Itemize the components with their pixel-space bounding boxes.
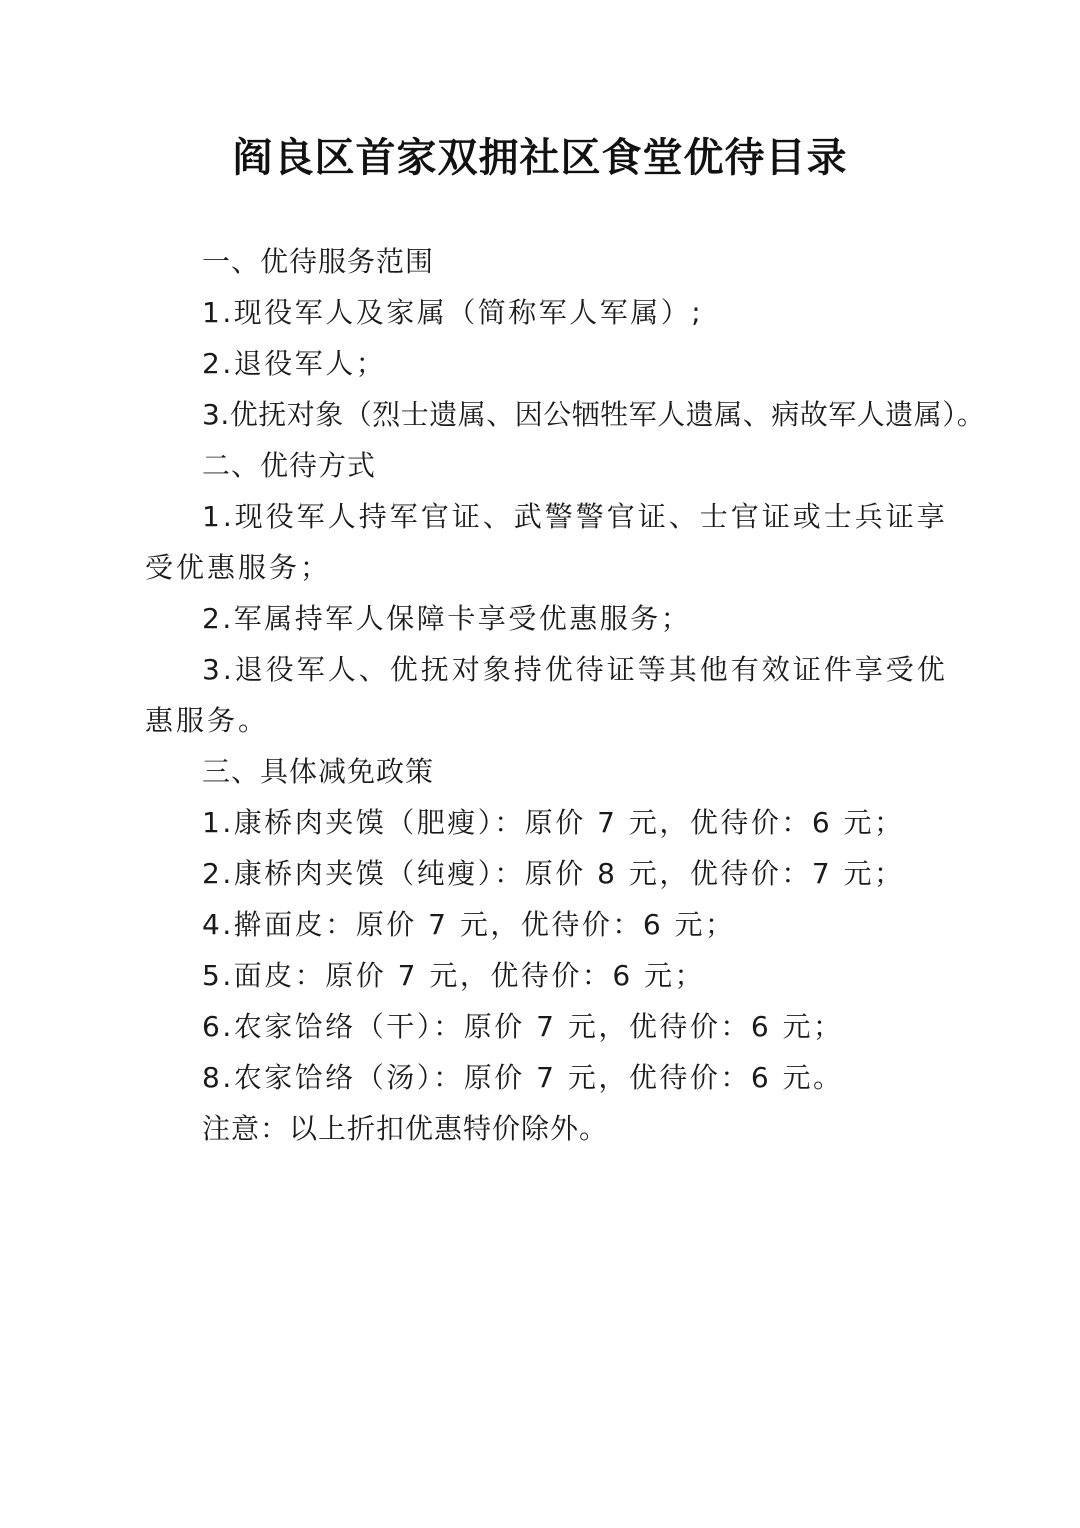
method-item-2: 2.军属持军人保障卡享受优惠服务；	[202, 602, 692, 635]
policy-item-5: 6.农家饸络（干）：原价 7 元，优待价：6 元；	[202, 1010, 844, 1043]
policy-item-6: 8.农家饸络（汤）：原价 7 元，优待价：6 元。	[202, 1061, 844, 1094]
scope-item-2: 2.退役军人；	[202, 347, 387, 380]
policy-item-3: 4.擀面皮：原价 7 元，优待价：6 元；	[202, 908, 736, 941]
document-title: 阎良区首家双拥社区食堂优待目录	[232, 134, 848, 181]
section-heading-policy: 三、具体减免政策	[202, 755, 435, 788]
document-body	[145, 236, 986, 1154]
section-heading-method: 二、优待方式	[202, 449, 377, 482]
method-item-3: 3.退役军人、优抚对象持优待证等其他有效证件享受优惠服务。	[145, 653, 948, 737]
policy-item-2: 2.康桥肉夹馍（纯瘦）：原价 8 元，优待价：7 元；	[202, 857, 905, 890]
note-text: 注意：以上折扣优惠特价除外。	[202, 1112, 609, 1145]
scope-item-3: 3.优抚对象（烈士遗属、因公牺牲军人遗属、病故军人遗属）。	[202, 398, 986, 431]
method-item-1: 1.现役军人持军官证、武警警官证、士官证或士兵证享受优惠服务；	[145, 500, 948, 584]
section-heading-scope: 一、优待服务范围	[202, 245, 435, 278]
scope-item-1: 1.现役军人及家属（简称军人军属）;	[202, 296, 704, 329]
policy-item-1: 1.康桥肉夹馍（肥瘦）：原价 7 元，优待价：6 元；	[202, 806, 905, 839]
policy-item-4: 5.面皮：原价 7 元，优待价：6 元；	[202, 959, 706, 992]
